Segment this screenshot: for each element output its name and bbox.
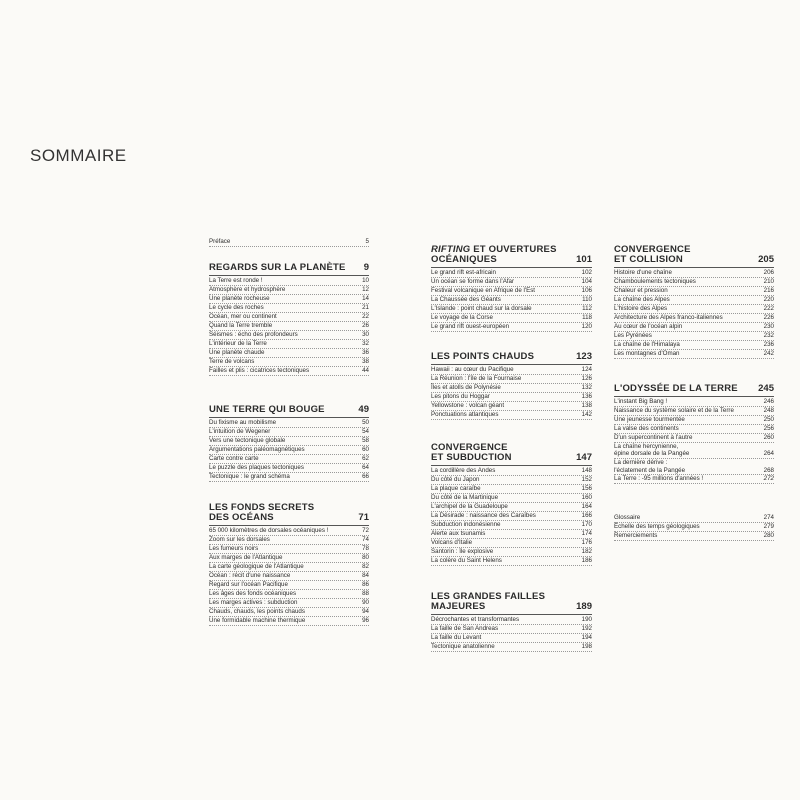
entry-page: 256: [763, 425, 774, 433]
entry-page: 112: [582, 305, 592, 313]
section: [209, 405, 369, 482]
entry-page: 152: [581, 476, 592, 484]
entry-page: 148: [581, 467, 592, 475]
entry-page: 272: [763, 475, 774, 483]
entry-title: Festival volcanique en Afrique de l'Est: [431, 287, 536, 295]
entry-page: 66: [362, 473, 369, 481]
entry-page: 110: [582, 296, 592, 304]
entry-page: 142: [581, 411, 592, 419]
entry-page: 216: [763, 287, 774, 295]
section-title-italic: RIFTING: [431, 244, 471, 255]
entry-page: 21: [362, 304, 369, 312]
entry-title: Une jeunesse tourmentée: [614, 416, 685, 424]
entry-page: 210: [763, 278, 774, 286]
entry-page: 222: [763, 305, 774, 313]
section: [431, 592, 592, 652]
entry-page: 132: [581, 384, 592, 392]
entry-title: Chamboulements tectoniques: [614, 278, 696, 286]
toc-entry[interactable]: [614, 514, 774, 523]
entry-title: Chauds, chauds, les points chauds: [209, 608, 305, 616]
toc-entry[interactable]: [431, 512, 592, 521]
entry-title: Les âges des fonds océaniques: [209, 590, 297, 598]
section-heading[interactable]: [209, 263, 369, 276]
section-heading[interactable]: [209, 503, 369, 526]
toc-entry[interactable]: [209, 437, 369, 446]
entry-title: Une planète chaude: [209, 349, 265, 357]
entry-title: La Désirade : naissance des Caraïbes: [431, 512, 536, 520]
toc-entry[interactable]: [209, 608, 369, 617]
entry-page: 94: [362, 608, 369, 616]
entry-title: Les marges actives : subduction: [209, 599, 298, 607]
toc-entry[interactable]: [614, 425, 774, 434]
section-heading[interactable]: [614, 245, 774, 268]
entry-title: La plaque caraïbe: [431, 485, 481, 493]
entry-title: Quand la Terre tremble: [209, 322, 273, 330]
entry-title: L'Islande : point chaud sur la dorsale: [431, 305, 532, 313]
toc-entry[interactable]: [209, 536, 369, 545]
entry-page: 38: [362, 358, 369, 366]
entry-page: 80: [362, 554, 369, 562]
toc-entry[interactable]: [431, 323, 592, 332]
toc-entry[interactable]: [431, 467, 592, 476]
toc-entry[interactable]: [431, 411, 592, 420]
entry-title: Chaleur et pression: [614, 287, 668, 295]
entry-page: 90: [362, 599, 369, 607]
entry-page: 264: [763, 450, 774, 458]
toc-entry[interactable]: [209, 473, 369, 482]
entry-page: 194: [581, 634, 592, 642]
entry-title: Échelle des temps géologiques: [614, 523, 700, 531]
toc-entry[interactable]: [209, 590, 369, 599]
entry-title: Les Pyrénées: [614, 332, 652, 340]
entry-title: Alerte aux tsunamis: [431, 530, 486, 538]
toc-entry[interactable]: [431, 625, 592, 634]
toc-entry[interactable]: [209, 572, 369, 581]
section-title: LES POINTS CHAUDS: [431, 351, 535, 362]
entry-page: 246: [763, 398, 774, 406]
toc-entry[interactable]: [209, 322, 369, 331]
entry-page: 5: [365, 238, 369, 245]
toc-entry[interactable]: [614, 350, 774, 359]
entry-page: 60: [362, 446, 369, 454]
entry-page: 78: [362, 545, 369, 553]
section: [209, 263, 369, 376]
toc-entry[interactable]: [209, 455, 369, 464]
toc-entry[interactable]: [431, 521, 592, 530]
section-heading[interactable]: [431, 245, 592, 268]
section: [431, 352, 592, 420]
section-title: UNE TERRE QUI BOUGE: [209, 404, 325, 415]
toc-entry[interactable]: [209, 304, 369, 313]
entry-title: Le puzzle des plaques tectoniques: [209, 464, 304, 472]
entry-page: 226: [763, 314, 774, 322]
section-title: LES FONDS SECRETS DES OCÉANS: [209, 502, 315, 523]
entry-page: 156: [581, 485, 592, 493]
entry-title: Regard sur l'océan Pacifique: [209, 581, 288, 589]
entry-title: Terre de volcans: [209, 358, 255, 366]
toc-entry[interactable]: [614, 434, 774, 443]
entry-page: 170: [581, 521, 592, 529]
entry-title: Carte contre carte: [209, 455, 259, 463]
entry-title: Hawaii : au cœur du Pacifique: [431, 366, 514, 374]
toc-entry[interactable]: [431, 616, 592, 625]
toc-entry[interactable]: [431, 287, 592, 296]
section-page-number: 9: [363, 262, 369, 273]
entry-page: 242: [763, 350, 774, 358]
entry-title: L'histoire des Alpes: [614, 305, 668, 313]
entry-page: 36: [362, 349, 369, 357]
entry-title: Yellowstone : volcan géant: [431, 402, 505, 410]
entry-page: 14: [362, 295, 369, 303]
entry-title: Atmosphère et hydrosphère: [209, 286, 286, 294]
toc-entry[interactable]: [209, 295, 369, 304]
entry-title: L'intuition de Wegener: [209, 428, 271, 436]
toc-entry[interactable]: [431, 402, 592, 411]
entry-page: 160: [581, 494, 592, 502]
entry-title: Subduction indonésienne: [431, 521, 501, 529]
entry-page: 280: [763, 532, 774, 540]
toc-entry[interactable]: [431, 296, 592, 305]
entry-title: Glossaire: [614, 514, 641, 522]
entry-title: Architecture des Alpes franco-italiennes: [614, 314, 723, 322]
section-title: CONVERGENCE ET SUBDUCTION: [431, 442, 512, 463]
entry-title: Préface: [209, 238, 231, 245]
entry-title: La carte géologique de l'Atlantique: [209, 563, 304, 571]
entry-page: 190: [581, 616, 592, 624]
entry-page: 54: [362, 428, 369, 436]
toc-entry[interactable]: [209, 617, 369, 626]
entry-title: Une planète rocheuse: [209, 295, 270, 303]
toc-entry[interactable]: [614, 323, 774, 332]
section-title: CONVERGENCE ET COLLISION: [614, 244, 691, 265]
section-page-number: 123: [576, 351, 592, 362]
entry-title: Les montagnes d'Oman: [614, 350, 680, 358]
entry-page: 102: [581, 269, 592, 277]
entry-title: Du côté du Japon: [431, 476, 480, 484]
entry-page: 220: [763, 296, 774, 304]
entry-page: 250: [763, 416, 774, 424]
toc-entry[interactable]: [431, 476, 592, 485]
toc-entry[interactable]: [614, 269, 774, 278]
toc-entry[interactable]: [614, 398, 774, 407]
entry-page: 104: [581, 278, 592, 286]
entry-title: Tectonique anatolienne: [431, 643, 495, 651]
entry-page: 260: [763, 434, 774, 442]
entry-title: Océan, mer ou continent: [209, 313, 277, 321]
toc-entry[interactable]: [209, 349, 369, 358]
entry-page: 198: [581, 643, 592, 651]
toc-entry[interactable]: [431, 305, 592, 314]
entry-page: 86: [362, 581, 369, 589]
toc-entry[interactable]: [614, 443, 774, 459]
toc-entry[interactable]: [614, 332, 774, 341]
toc-entry[interactable]: [209, 367, 369, 376]
entry-title: La Terre est ronde !: [209, 277, 263, 285]
toc-entry[interactable]: [431, 557, 592, 566]
entry-title: D'un supercontinent à l'autre: [614, 434, 693, 442]
entry-page: 248: [763, 407, 774, 415]
entry-title: La chaîne des Alpes: [614, 296, 670, 304]
entry-page: 192: [581, 625, 592, 633]
section-page-number: 245: [758, 383, 774, 394]
entry-title: Séismes : écho des profondeurs: [209, 331, 298, 339]
entry-page: 138: [581, 402, 592, 410]
entry-page: 279: [763, 523, 774, 531]
toc-entry[interactable]: [614, 341, 774, 350]
toc-entry[interactable]: [209, 599, 369, 608]
toc-entry[interactable]: [431, 548, 592, 557]
entry-title: Vers une tectonique globale: [209, 437, 286, 445]
entry-title: Une formidable machine thermique: [209, 617, 306, 625]
section-page-number: 147: [576, 452, 592, 463]
entry-page: 182: [581, 548, 592, 556]
toc-entry[interactable]: [614, 407, 774, 416]
toc-entry[interactable]: [209, 331, 369, 340]
entry-title: Océan : récit d'une naissance: [209, 572, 291, 580]
entry-title: Le cycle des roches: [209, 304, 264, 312]
section-page-number: 71: [358, 512, 369, 523]
toc-entry[interactable]: [209, 563, 369, 572]
entry-title: La faille du Levant: [431, 634, 482, 642]
toc-entry[interactable]: [431, 375, 592, 384]
toc-entry[interactable]: [614, 459, 774, 475]
entry-page: 58: [362, 437, 369, 445]
entry-title: Îles et atolls de Polynésie: [431, 384, 501, 392]
toc-entry[interactable]: [431, 366, 592, 375]
entry-page: 30: [362, 331, 369, 339]
section-title: REGARDS SUR LA PLANÈTE: [209, 262, 346, 273]
toc-entry[interactable]: [209, 277, 369, 286]
toc-entry[interactable]: [431, 384, 592, 393]
entry-title: Du côté de la Martinique: [431, 494, 499, 502]
toc-entry[interactable]: [614, 532, 774, 541]
toc-entry[interactable]: [209, 358, 369, 367]
section-heading[interactable]: [209, 405, 369, 418]
entry-page: 268: [763, 466, 774, 474]
entry-page: 126: [581, 375, 592, 383]
entry-page: 176: [581, 539, 592, 547]
section-title: L'ODYSSÉE DE LA TERRE: [614, 383, 738, 394]
toc-entry[interactable]: [614, 296, 774, 305]
entry-page: 120: [581, 323, 592, 331]
entry-page: 274: [763, 514, 774, 522]
entry-page: 64: [362, 464, 369, 472]
toc-entry[interactable]: [431, 494, 592, 503]
entry-title: Les fumeurs noirs: [209, 545, 259, 553]
entry-title: La faille de San Andreas: [431, 625, 499, 633]
entry-page: 230: [763, 323, 774, 331]
entry-title: Aux marges de l'Atlantique: [209, 554, 283, 562]
toc-entry[interactable]: [431, 643, 592, 652]
entry-title: Tectonique : le grand schéma: [209, 473, 290, 481]
entry-title: Le voyage de la Corse: [431, 314, 493, 322]
section-heading[interactable]: [431, 443, 592, 466]
entry-title: Un océan se forme dans l'Afar: [431, 278, 515, 286]
toc-entry[interactable]: [431, 485, 592, 494]
section-page-number: 205: [758, 254, 774, 265]
entry-page: 88: [362, 590, 369, 598]
section-page-number: 189: [576, 601, 592, 612]
toc-entry[interactable]: [209, 313, 369, 322]
entry-page: 26: [362, 322, 369, 330]
page-title: SOMMAIRE: [30, 146, 127, 165]
section-heading[interactable]: [614, 384, 774, 397]
toc-entry[interactable]: [209, 286, 369, 295]
entry-title: Le grand rift est-africain: [431, 269, 496, 277]
entry-page: 174: [581, 530, 592, 538]
entry-title: La Terre : -95 millions d'années !: [614, 475, 704, 483]
entry-title: L'intérieur de la Terre: [209, 340, 267, 348]
entry-title: Volcans d'Italie: [431, 539, 473, 547]
section: [614, 384, 774, 484]
section-heading[interactable]: [431, 352, 592, 365]
section-page-number: 101: [576, 254, 592, 265]
section: [614, 514, 774, 541]
toc-entry[interactable]: [431, 314, 592, 323]
section-heading[interactable]: [431, 592, 592, 615]
entry-page: 44: [362, 367, 369, 375]
entry-title: La chaîne hercynienne, épine dorsale de la Pangée: [614, 443, 690, 458]
entry-page: 50: [362, 419, 369, 427]
toc-entry[interactable]: [431, 269, 592, 278]
toc-entry[interactable]: [614, 314, 774, 323]
entry-page: 136: [581, 393, 592, 401]
entry-page: 74: [362, 536, 369, 544]
entry-page: 186: [581, 557, 592, 565]
section-title: LES GRANDES FAILLES MAJEURES: [431, 591, 546, 612]
entry-title: Naissance du système solaire et de la Terre: [614, 407, 734, 415]
toc-entry[interactable]: [431, 503, 592, 512]
entry-title: La valse des continents: [614, 425, 679, 433]
section: [431, 443, 592, 566]
section-title: [431, 245, 557, 265]
toc-entry[interactable]: [209, 428, 369, 437]
entry-title: Du fixisme au mobilisme: [209, 419, 277, 427]
toc-entry[interactable]: [614, 523, 774, 532]
entry-title: Zoom sur les dorsales: [209, 536, 270, 544]
entry-title: Histoire d'une chaîne: [614, 269, 672, 277]
toc-entry[interactable]: [614, 475, 774, 484]
toc-entry[interactable]: [431, 634, 592, 643]
entry-page: 10: [362, 277, 369, 285]
toc-entry[interactable]: [614, 305, 774, 314]
toc-entry[interactable]: [209, 340, 369, 349]
toc-entry[interactable]: [614, 278, 774, 287]
entry-title: Décrochantes et transformantes: [431, 616, 520, 624]
section: [614, 245, 774, 359]
entry-page: 22: [362, 313, 369, 321]
entry-title: Au cœur de l'océan alpin: [614, 323, 683, 331]
entry-title: L'instant Big Bang !: [614, 398, 668, 406]
entry-title: La chaîne de l'Himalaya: [614, 341, 680, 349]
entry-page: 164: [581, 503, 592, 511]
entry-title: Failles et plis : cicatrices tectoniques: [209, 367, 310, 375]
entry-page: 84: [362, 572, 369, 580]
toc-entry[interactable]: [614, 287, 774, 296]
entry-title: 65 000 kilomètres de dorsales océaniques !: [209, 527, 329, 535]
section: [431, 245, 592, 332]
toc-entry[interactable]: [209, 581, 369, 590]
section: [209, 503, 369, 626]
entry-title: Le grand rift ouest-européen: [431, 323, 510, 331]
entry-title: Santorin : île explosive: [431, 548, 494, 556]
entry-page: 62: [362, 455, 369, 463]
entry-page: 72: [362, 527, 369, 535]
toc-entry[interactable]: [209, 419, 369, 428]
toc-entry[interactable]: [431, 278, 592, 287]
toc-entry[interactable]: [209, 545, 369, 554]
entry-page: 166: [581, 512, 592, 520]
toc-entry[interactable]: [209, 554, 369, 563]
entry-page: 12: [362, 286, 369, 294]
toc-entry[interactable]: [209, 464, 369, 473]
entry-page: 236: [763, 341, 774, 349]
toc-entry[interactable]: [614, 416, 774, 425]
entry-title: La Réunion : l'île de la Fournaise: [431, 375, 522, 383]
entry-title: L'archipel de la Guadeloupe: [431, 503, 508, 511]
entry-page: 106: [581, 287, 592, 295]
toc-entry[interactable]: [431, 530, 592, 539]
section-page-number: 49: [358, 404, 369, 415]
entry-page: 232: [763, 332, 774, 340]
entry-page: 124: [581, 366, 592, 374]
entry-title: La cordillère des Andes: [431, 467, 496, 475]
entry-page: 96: [362, 617, 369, 625]
toc-entry[interactable]: [209, 527, 369, 536]
entry-title: Argumentations paléomagnétiques: [209, 446, 305, 454]
entry-page: 82: [362, 563, 369, 571]
entry-title: La Chaussée des Géants: [431, 296, 501, 304]
entry-title: La dernière dérive : l'éclatement de la Pangée: [614, 459, 686, 474]
section-title-rest: ET OUVERTURES OCÉANIQUES: [431, 244, 557, 265]
entry-page: 206: [763, 269, 774, 277]
entry-title: La colère du Saint Helens: [431, 557, 502, 565]
entry-title: Ponctuations atlantiques: [431, 411, 499, 419]
entry-page: 32: [362, 340, 369, 348]
entry-title: Les pitons du Hoggar: [431, 393, 490, 401]
toc-entry[interactable]: [431, 539, 592, 548]
entry-page: 118: [582, 314, 592, 322]
toc-entry[interactable]: [209, 446, 369, 455]
entry-title: Remerciements: [614, 532, 658, 540]
preface-entry[interactable]: [209, 238, 369, 247]
toc-entry[interactable]: [431, 393, 592, 402]
